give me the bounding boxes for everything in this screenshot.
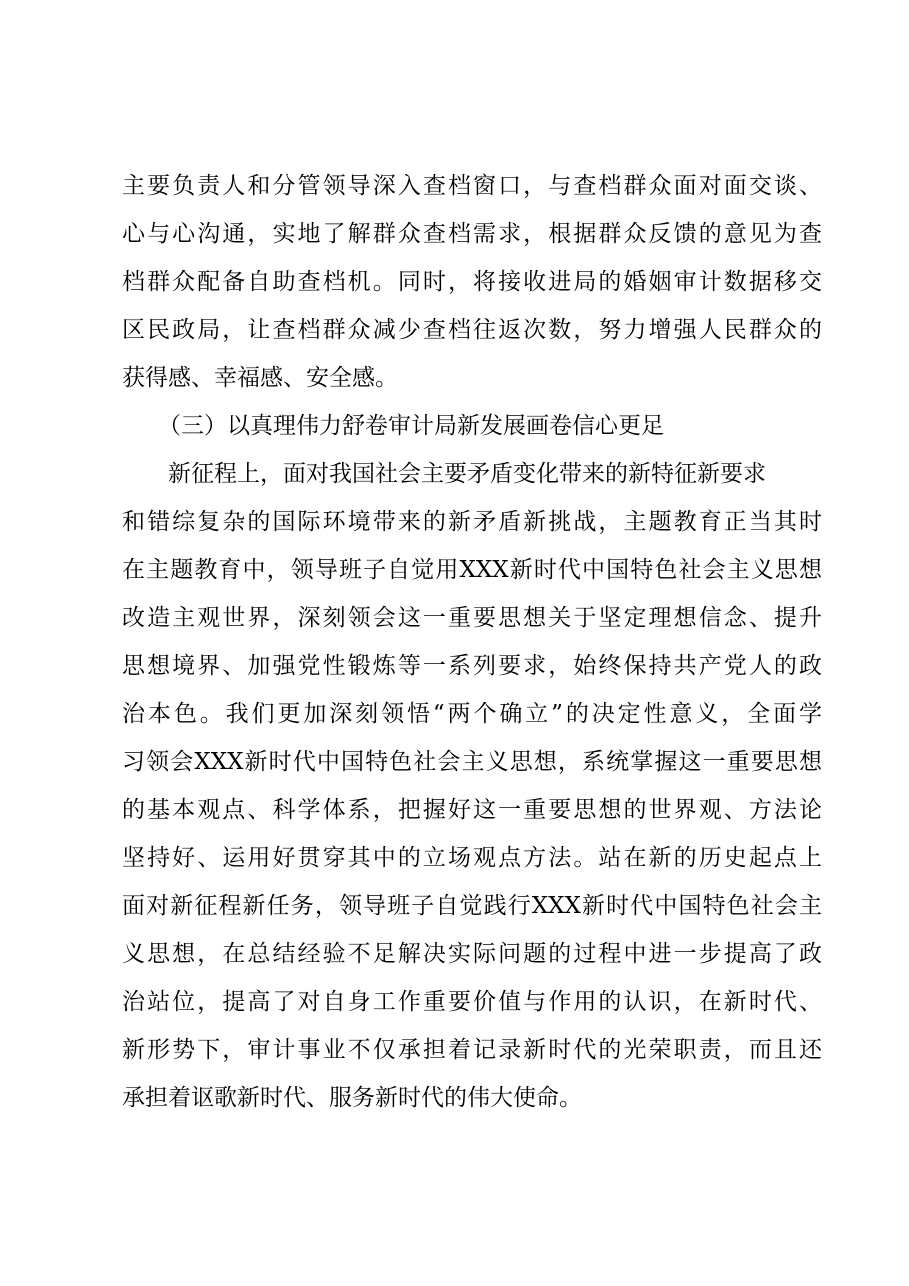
paragraph-line: 治站位，提高了对自身工作重要价值与作用的认识，在新时代、 [122, 989, 822, 1015]
paragraph-line: 面对新征程新任务，领导班子自觉践行XXX新时代中国特色社会主 [122, 893, 822, 919]
paragraph-1 [122, 162, 822, 402]
paragraph-line: 承担着讴歌新时代、服务新时代的伟大使命。 [122, 1085, 582, 1111]
paragraph-line: 治本色。我们更加深刻领悟“两个确立”的决定性意义，全面学 [122, 701, 822, 727]
paragraph-2 [122, 450, 822, 1122]
paragraph-line: 的基本观点、科学体系，把握好这一重要思想的世界观、方法论 [122, 797, 822, 823]
paragraph-line: 档群众配备自助查档机。同时，将接收进局的婚姻审计数据移交 [122, 269, 822, 295]
paragraph-line: 习领会XXX新时代中国特色社会主义思想，系统掌握这一重要思想 [122, 749, 822, 775]
paragraph-line: 区民政局，让查档群众减少查档往返次数，努力增强人民群众的 [122, 317, 822, 343]
section-heading: （三）以真理伟力舒卷审计局新发展画卷信心更足 [158, 413, 664, 439]
paragraph-line: 主要负责人和分管领导深入查档窗口，与查档群众面对面交谈、 [122, 173, 822, 199]
paragraph-line: 思想境界、加强党性锻炼等一系列要求，始终保持共产党人的政 [122, 653, 822, 679]
paragraph-line: 新征程上，面对我国社会主要矛盾变化带来的新特征新要求 [168, 461, 766, 487]
paragraph-line: 和错综复杂的国际环境带来的新矛盾新挑战，主题教育正当其时 [122, 509, 822, 535]
paragraph-line: 心与心沟通，实地了解群众查档需求，根据群众反馈的意见为查 [122, 221, 822, 247]
document-body [122, 162, 822, 1122]
paragraph-line: 获得感、幸福感、安全感。 [122, 365, 398, 391]
paragraph-line: 改造主观世界，深刻领会这一重要思想关于坚定理想信念、提升 [122, 605, 822, 631]
paragraph-line: 义思想，在总结经验不足解决实际问题的过程中进一步提高了政 [122, 941, 822, 967]
paragraph-line: 坚持好、运用好贯穿其中的立场观点方法。站在新的历史起点上 [122, 845, 822, 871]
paragraph-line: 在主题教育中，领导班子自觉用XXX新时代中国特色社会主义思想 [122, 557, 822, 583]
paragraph-line: 新形势下，审计事业不仅承担着记录新时代的光荣职责，而且还 [122, 1037, 822, 1063]
